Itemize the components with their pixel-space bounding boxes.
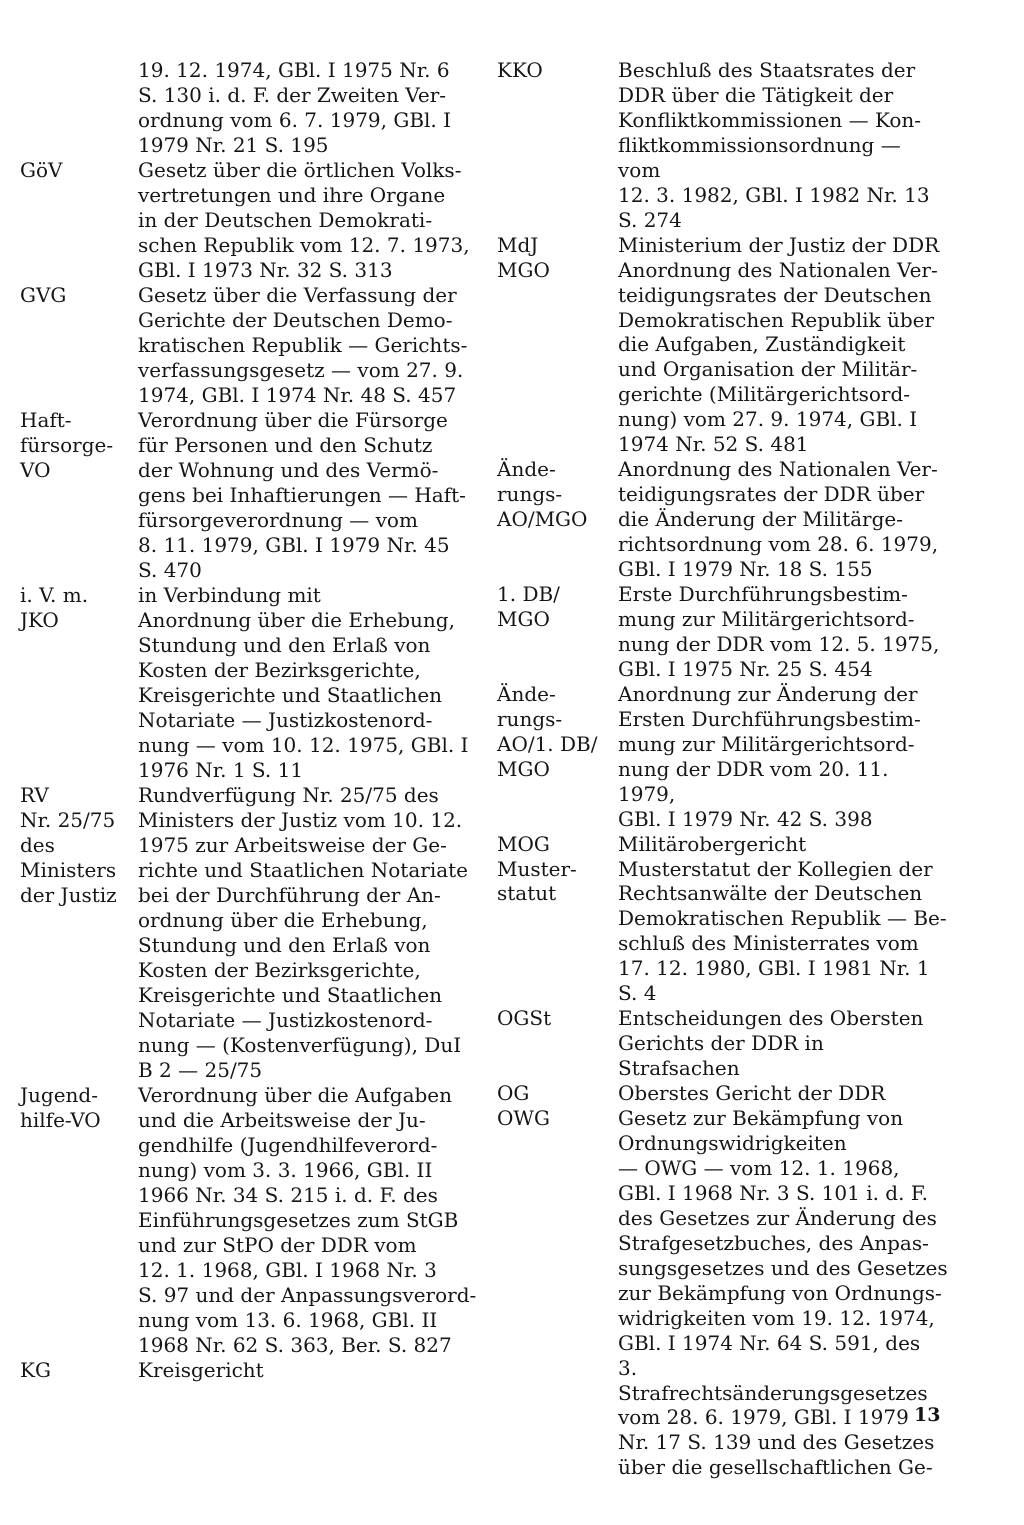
definition: Anordnung über die Erhebung, Stundung und den Erlaß von Kosten der Bezirksgerichte, Kreisgerichte und Staatlichen Notariate — Justizkostenord- nung — vom 10. 12. 1975, GBl. I 1976 Nr. 1 S. 11 [138,608,469,782]
right-column [497,58,949,1480]
abbreviation-entry [497,1006,949,1081]
abbreviation [20,58,138,158]
definition: in Verbindung mit [138,583,321,607]
definition: Entscheidungen des Obersten Gerichts der DDR in Strafsachen [618,1006,924,1081]
abbreviation-entry [20,583,486,608]
abbreviation-entry [497,1081,949,1106]
definition: Beschluß des Staatsrates der DDR über die Tätigkeit der Konfliktkommissionen — Kon- fliktkommissionsordnung — vom 12. 3. 1982, GBl. I 1982 Nr. 13 S. 274 [618,58,930,232]
abbreviation: KKO [497,58,543,82]
definition: Anordnung des Nationalen Ver- teidigungsrates der Deutschen Demokratischen Republik über die Aufgaben, Zuständigkeit und Organisation der Militär- gerichte (Militärgerichtsord- nung) vom 27. 9. 1974, GBl. I 1974 Nr. 52 S. 481 [618,257,938,457]
definition: Ministerium der Justiz der DDR [618,232,940,257]
abbreviation: OG [497,1081,530,1106]
abbreviation-entry [497,682,949,832]
abbreviation-entry [20,158,486,283]
definition: Oberstes Gericht der DDR [618,1081,886,1106]
definition: Musterstatut der Kollegien der Rechtsanwälte der Deutschen Demokratischen Republik — Be- schluß des Ministerrates vom 17. 12. 1980, GBl. I 1981 Nr. 1 S. 4 [618,856,947,1006]
abbreviation: Muster- statut [497,856,577,906]
abbreviation: GVG [20,283,67,307]
abbreviation-entry [20,783,486,1083]
abbreviation-entry [20,283,486,408]
definition: Anordnung des Nationalen Ver- teidigungsrates der DDR über die Änderung der Militärge- richtsordnung vom 28. 6. 1979, GBl. I 1979 Nr. 18 S. 155 [618,457,939,582]
abbreviation: JKO [20,608,59,632]
abbreviation: Haft- fürsorge- VO [20,408,114,482]
abbreviation: Ände- rungs- AO/1. DB/ MGO [497,681,598,781]
definition: Verordnung über die Aufgaben und die Arbeitsweise der Ju- gendhilfe (Jugendhilfeverord- nung) vom 3. 3. 1966, GBl. II 1966 Nr. 34 S. 215 i. d. F. des Einführungsgesetzes zum StGB und zur StPO der DDR vom 12. 1. 1968, GBl. I 1968 Nr. 3 S. 97 und der Anpassungsverord- nung vom 13. 6. 1968, GBl. II 1968 Nr. 62 S. 363, Ber. S. 827 [138,1083,477,1357]
abbreviation-entry [20,58,486,158]
abbreviation-entry [497,857,949,1007]
abbreviation: OGSt [497,1006,552,1031]
abbreviation: MGO [497,257,550,282]
definition: Erste Durchführungsbestim- mung zur Militärgerichtsord- nung der DDR vom 12. 5. 1975, GBl. I 1975 Nr. 25 S. 454 [618,582,940,681]
abbreviation: 1. DB/ MGO [497,582,560,631]
definition: Verordnung über die Fürsorge für Personen und den Schutz der Wohnung und des Vermö- gens bei Inhaftierungen — Haft- fürsorgeverordnung — vom 8. 11. 1979, GBl. I 1979 Nr. 45 S. 470 [138,408,466,582]
abbreviation: i. V. m. [20,583,89,607]
left-column [20,58,486,1383]
abbreviation-entry [497,582,949,682]
definition: Anordnung zur Änderung der Ersten Durchführungsbestim- mung zur Militärgerichtsord- nung der DDR vom 20. 11. 1979, GBl. I 1979 Nr. 42 S. 398 [618,681,921,831]
abbreviation: KG [20,1358,51,1382]
abbreviation-entry [20,1358,486,1383]
definition: Gesetz über die örtlichen Volks- vertretungen und ihre Organe in der Deutschen Demokrati- schen Republik vom 12. 7. 1973, GBl. I 1973 Nr. 32 S. 313 [138,158,470,282]
abbreviation: MOG [497,831,550,856]
definition: Rundverfügung Nr. 25/75 des Ministers der Justiz vom 10. 12. 1975 zur Arbeitsweise der Ge- richte und Staatlichen Notariate bei der Durchführung der An- ordnung über die Erhebung, Stundung und den Erlaß von Kosten der Bezirksgerichte, Kreisgerichte und Staatlichen Notariate — Justizkostenord- nung — (Kostenverfügung), DuI B 2 — 25/75 [138,783,469,1082]
definition: Kreisgericht [138,1358,264,1382]
definition: Gesetz über die Verfassung der Gerichte der Deutschen Demo- kratischen Republik — Gerichts- verfassungsgesetz — vom 27. 9. 1974, GBl. I 1974 Nr. 48 S. 457 [138,283,468,407]
abbreviation: GöV [20,158,63,182]
abbreviation: RV Nr. 25/75 des Ministers der Justiz [20,783,117,907]
abbreviation-entry [20,608,486,783]
page-number: 13 [914,1404,941,1426]
abbreviation-entry [497,1106,949,1480]
abbreviation: Jugend- hilfe-VO [20,1083,101,1132]
abbreviation-entry [497,457,949,582]
abbreviation-entry [20,1083,486,1358]
definition: 19. 12. 1974, GBl. I 1975 Nr. 6 S. 130 i. d. F. der Zweiten Ver- ordnung vom 6. 7. 1979, GBl. I 1979 Nr. 21 S. 195 [138,58,452,157]
abbreviation-entry [20,408,486,583]
abbreviation: MdJ [497,232,539,257]
abbreviation-entry [497,233,949,258]
abbreviation-entry [497,832,949,857]
definition: Militärobergericht [618,831,807,856]
abbreviation-entry [497,58,949,233]
abbreviation: OWG [497,1106,550,1131]
abbreviation-entry [497,258,949,458]
abbreviation: Ände- rungs- AO/MGO [497,457,588,532]
definition: Gesetz zur Bekämpfung von Ordnungswidrigkeiten — OWG — vom 12. 1. 1968, GBl. I 1968 Nr. 3 S. 101 i. d. F. des Gesetzes zur Änderung des Strafgesetzbuches, des Anpas- sungsgesetzes und des Gesetzes zur Bekämpfung von Ordnungs- widrigkeiten vom 19. 12. 1974, GBl. I 1974 Nr. 64 S. 591, des 3. Strafrechtsänderungsgesetzes vom 28. 6. 1979, GBl. I 1979 Nr. 17 S. 139 und des Gesetzes über die gesellschaftlichen Ge- [618,1106,948,1480]
